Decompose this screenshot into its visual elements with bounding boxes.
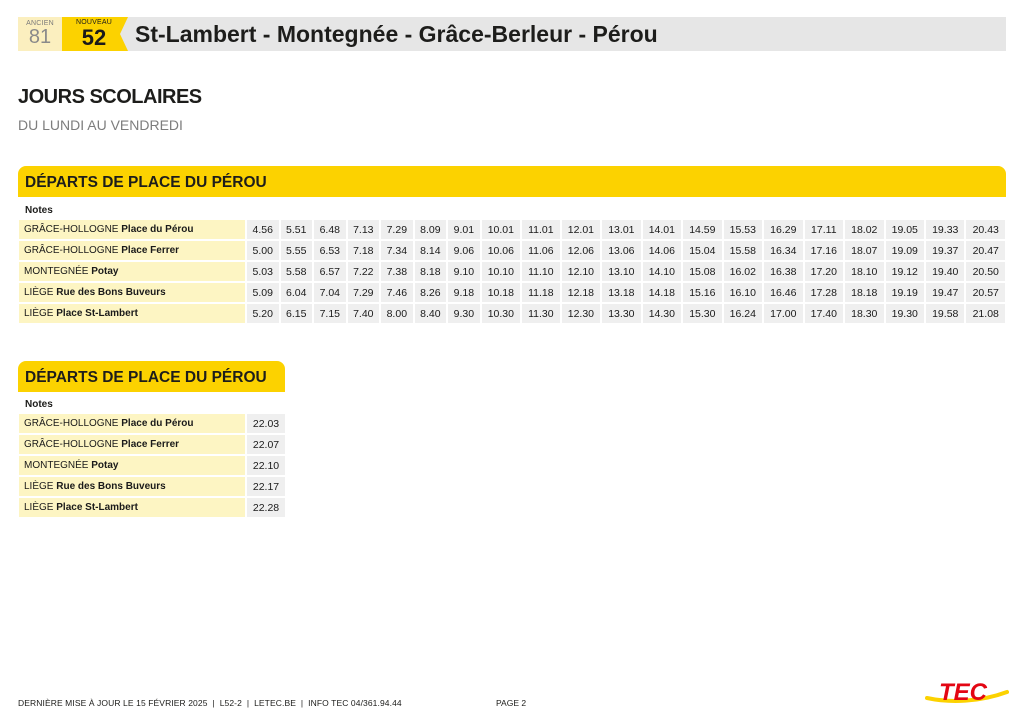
old-line-number: 81 (28, 26, 52, 48)
departure-time: 15.58 (724, 241, 762, 260)
departure-time: 9.18 (448, 283, 480, 302)
departure-time: 7.29 (381, 220, 413, 239)
timetable-row (19, 241, 1005, 260)
timetable-1 (17, 218, 1007, 325)
departure-time: 8.40 (415, 304, 447, 323)
departure-time: 18.18 (845, 283, 883, 302)
departure-time: 14.59 (683, 220, 721, 239)
timetable-1-heading (18, 166, 1006, 197)
departure-time: 13.30 (602, 304, 640, 323)
stop-place: Rue des Bons Buveurs (56, 481, 166, 492)
departure-time: 15.04 (683, 241, 721, 260)
departure-time: 8.14 (415, 241, 447, 260)
departure-time: 15.08 (683, 262, 721, 281)
old-line-label: ANCIEN (26, 20, 54, 27)
departure-time: 20.47 (966, 241, 1005, 260)
departure-time: 19.30 (886, 304, 924, 323)
departure-time: 10.01 (482, 220, 520, 239)
stop-city: MONTEGNÉE (24, 266, 89, 277)
timetable-row (19, 456, 285, 475)
timetable-row (19, 477, 285, 496)
departure-time: 19.37 (926, 241, 964, 260)
departure-time: 17.00 (764, 304, 802, 323)
old-line-badge (18, 17, 62, 51)
stop-city: LIÈGE (24, 481, 54, 492)
route-header (18, 17, 1006, 51)
departure-time: 4.56 (247, 220, 279, 239)
timetable-row (19, 304, 1005, 323)
page-number: PAGE 2 (496, 698, 527, 708)
timetable-2-heading-text: DÉPARTS DE PLACE DU PÉROU (25, 369, 267, 386)
svg-text:TEC: TEC (939, 679, 987, 706)
departure-time: 12.01 (562, 220, 600, 239)
stop-city: GRÂCE-HOLLOGNE (24, 245, 119, 256)
stop-place: Place Ferrer (121, 245, 180, 256)
departure-time: 7.13 (348, 220, 380, 239)
stop-place: Place St-Lambert (56, 502, 138, 513)
departure-time: 12.18 (562, 283, 600, 302)
stop-city: GRÂCE-HOLLOGNE (24, 224, 119, 235)
departure-time: 7.29 (348, 283, 380, 302)
departure-time: 22.17 (247, 477, 285, 496)
departure-time: 8.26 (415, 283, 447, 302)
stop-name (19, 220, 245, 239)
departure-time: 19.09 (886, 241, 924, 260)
departure-time: 20.43 (966, 220, 1005, 239)
stop-name (19, 477, 245, 496)
departure-time: 7.22 (348, 262, 380, 281)
departure-time: 19.40 (926, 262, 964, 281)
departure-time: 22.07 (247, 435, 285, 454)
departure-time: 22.28 (247, 498, 285, 517)
timetable-1-notes-label: Notes (25, 205, 53, 216)
stop-city: LIÈGE (24, 287, 54, 298)
stop-name (19, 283, 245, 302)
departure-time: 11.18 (522, 283, 560, 302)
departure-time: 15.53 (724, 220, 762, 239)
departure-time: 19.33 (926, 220, 964, 239)
departure-time: 8.00 (381, 304, 413, 323)
departure-time: 18.07 (845, 241, 883, 260)
stop-name (19, 414, 245, 433)
departure-time: 9.01 (448, 220, 480, 239)
stop-city: LIÈGE (24, 308, 54, 319)
departure-time: 13.18 (602, 283, 640, 302)
departure-time: 21.08 (966, 304, 1005, 323)
departure-time: 6.53 (314, 241, 346, 260)
departure-time: 7.34 (381, 241, 413, 260)
timetable-row (19, 262, 1005, 281)
departure-time: 19.47 (926, 283, 964, 302)
departure-time: 7.18 (348, 241, 380, 260)
stop-place: Place St-Lambert (56, 308, 138, 319)
departure-time: 7.46 (381, 283, 413, 302)
departure-time: 19.05 (886, 220, 924, 239)
departure-time: 17.11 (805, 220, 843, 239)
departure-time: 6.15 (281, 304, 313, 323)
departure-time: 5.51 (281, 220, 313, 239)
departure-time: 12.30 (562, 304, 600, 323)
new-line-number: 52 (81, 25, 107, 50)
departure-time: 20.50 (966, 262, 1005, 281)
departure-time: 17.20 (805, 262, 843, 281)
stop-name (19, 241, 245, 260)
departure-time: 7.40 (348, 304, 380, 323)
stop-place: Rue des Bons Buveurs (56, 287, 166, 298)
departure-time: 15.30 (683, 304, 721, 323)
departure-time: 17.28 (805, 283, 843, 302)
stop-city: GRÂCE-HOLLOGNE (24, 439, 119, 450)
departure-time: 12.10 (562, 262, 600, 281)
departure-time: 5.00 (247, 241, 279, 260)
stop-name (19, 456, 245, 475)
departure-time: 10.10 (482, 262, 520, 281)
departure-time: 17.16 (805, 241, 843, 260)
departure-time: 6.48 (314, 220, 346, 239)
departure-time: 11.30 (522, 304, 560, 323)
departure-time: 15.16 (683, 283, 721, 302)
timetable-1-heading-text: DÉPARTS DE PLACE DU PÉROU (25, 174, 267, 191)
departure-time: 13.01 (602, 220, 640, 239)
tec-logo (925, 676, 1009, 712)
departure-time: 8.09 (415, 220, 447, 239)
section-title: JOURS SCOLAIRES (18, 86, 202, 108)
departure-time: 14.30 (643, 304, 681, 323)
section-subtitle: DU LUNDI AU VENDREDI (18, 117, 183, 133)
stop-name (19, 304, 245, 323)
departure-time: 7.15 (314, 304, 346, 323)
route-title: St-Lambert - Montegnée - Grâce-Berleur - Pérou (135, 21, 658, 47)
departure-time: 20.57 (966, 283, 1005, 302)
timetable-row (19, 498, 285, 517)
departure-time: 5.20 (247, 304, 279, 323)
departure-time: 17.40 (805, 304, 843, 323)
stop-name (19, 498, 245, 517)
stop-place: Potay (91, 460, 119, 471)
timetable-2 (17, 412, 287, 519)
departure-time: 22.03 (247, 414, 285, 433)
departure-time: 13.06 (602, 241, 640, 260)
stop-place: Place du Pérou (121, 224, 194, 235)
departure-time: 16.46 (764, 283, 802, 302)
departure-time: 6.04 (281, 283, 313, 302)
timetable-row (19, 414, 285, 433)
departure-time: 9.10 (448, 262, 480, 281)
departure-time: 13.10 (602, 262, 640, 281)
stop-place: Potay (91, 266, 119, 277)
departure-time: 7.04 (314, 283, 346, 302)
departure-time: 18.02 (845, 220, 883, 239)
timetable-row (19, 220, 1005, 239)
departure-time: 12.06 (562, 241, 600, 260)
new-line-badge (62, 17, 134, 51)
departure-time: 9.06 (448, 241, 480, 260)
stop-city: MONTEGNÉE (24, 460, 89, 471)
departure-time: 16.34 (764, 241, 802, 260)
timetable-2-heading (18, 361, 285, 392)
departure-time: 14.06 (643, 241, 681, 260)
departure-time: 11.01 (522, 220, 560, 239)
departure-time: 11.10 (522, 262, 560, 281)
stop-city: GRÂCE-HOLLOGNE (24, 418, 119, 429)
timetable-row (19, 283, 1005, 302)
stop-city: LIÈGE (24, 502, 54, 513)
departure-time: 10.30 (482, 304, 520, 323)
timetable-2-notes-label: Notes (25, 399, 53, 410)
departure-time: 18.30 (845, 304, 883, 323)
stop-name (19, 262, 245, 281)
departure-time: 14.01 (643, 220, 681, 239)
timetable-row (19, 435, 285, 454)
departure-time: 16.29 (764, 220, 802, 239)
departure-time: 6.57 (314, 262, 346, 281)
departure-time: 5.58 (281, 262, 313, 281)
departure-time: 16.10 (724, 283, 762, 302)
departure-time: 5.55 (281, 241, 313, 260)
departure-time: 9.30 (448, 304, 480, 323)
departure-time: 19.12 (886, 262, 924, 281)
stop-name (19, 435, 245, 454)
departure-time: 7.38 (381, 262, 413, 281)
new-line-label: NOUVEAU (75, 19, 113, 26)
stop-place: Place Ferrer (121, 439, 180, 450)
departure-time: 5.09 (247, 283, 279, 302)
departure-time: 14.18 (643, 283, 681, 302)
departure-time: 19.19 (886, 283, 924, 302)
departure-time: 10.06 (482, 241, 520, 260)
departure-time: 22.10 (247, 456, 285, 475)
stop-place: Place du Pérou (121, 418, 194, 429)
departure-time: 16.24 (724, 304, 762, 323)
departure-time: 8.18 (415, 262, 447, 281)
departure-time: 18.10 (845, 262, 883, 281)
departure-time: 10.18 (482, 283, 520, 302)
departure-time: 16.02 (724, 262, 762, 281)
departure-time: 11.06 (522, 241, 560, 260)
footer-info: DERNIÈRE MISE À JOUR LE 15 FÉVRIER 2025 | L52-2 | LETEC.BE | INFO TEC 04/361.94.44 (18, 698, 402, 708)
departure-time: 19.58 (926, 304, 964, 323)
departure-time: 16.38 (764, 262, 802, 281)
departure-time: 14.10 (643, 262, 681, 281)
departure-time: 5.03 (247, 262, 279, 281)
